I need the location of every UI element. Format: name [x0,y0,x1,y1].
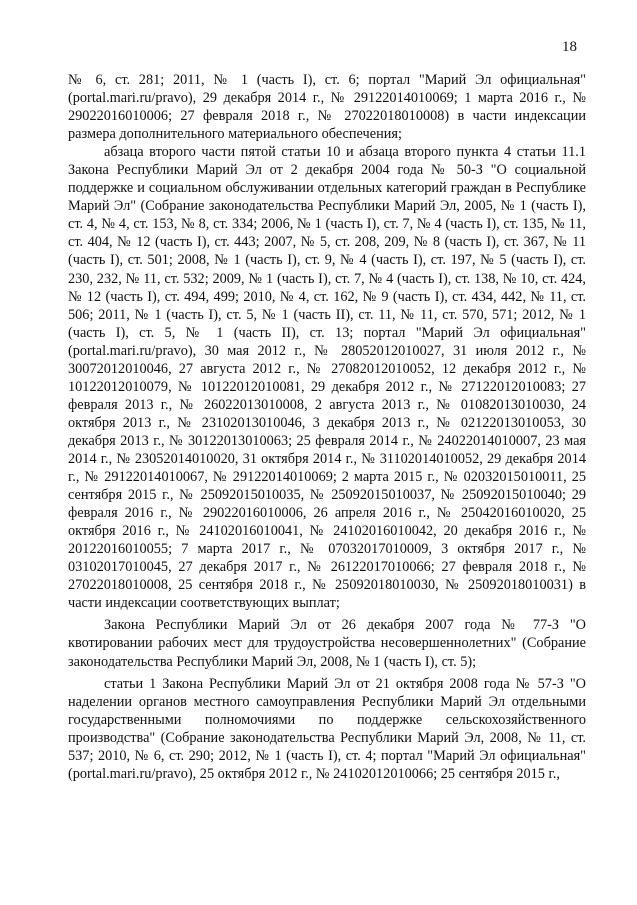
paragraph-law-77-z: Закона Республики Марий Эл от 26 декабря 2007 года № 77-З "О квотировании рабочих мест для трудоустройства несовершеннолетних" (Собрание законодательства Республики Марий Эл, 2008, № 1 (часть I), ст. 5); [68,617,586,670]
paragraph-law-57-z: статьи 1 Закона Республики Марий Эл от 21 октября 2008 года № 57-З "О наделении органов местного самоуправления Республики Марий Эл отдельными государственными полномочиями по поддержке сельскохозяйственного производства" (Собрание законодательства Республики Марий Эл, 2008, № 11, ст. 537; 2010, № 6, ст. 290; 2012, № 1 (часть I), ст. 4; портал "Марий Эл официальная" (portal.mari.ru/pravo), 25 октября 2012 г., № 24102012010066; 25 сентября 2015 г., [68,675,586,782]
document-body [68,71,586,783]
paragraph-continuation: № 6, ст. 281; 2011, № 1 (часть I), ст. 6; портал "Марий Эл официальная" (portal.mari.ru/pravo), 29 декабря 2014 г., № 29122014010069; 1 марта 2016 г., № 29022016010006; 27 февраля 2018 г., № 27022018010008) в части индексации размера дополнительного материального обеспечения; [68,72,586,143]
paragraph-law-50-z: абзаца второго части пятой статьи 10 и абзаца второго пункта 4 статьи 11.1 Закона Республики Марий Эл от 2 декабря 2004 года № 50-З "О социальной поддержке и социальном обслуживании отдельных категорий граждан в Республике Марий Эл" (Собрание законодательства Республики Марий Эл, 2005, № 1 (часть I), ст. 4, № 4, ст. 153, № 8, ст. 334; 2006, № 1 (часть I), ст. 7, № 4 (часть I), ст. 135, № 11, ст. 404, № 12 (часть I), ст. 443; 2007, № 5, ст. 208, 209, № 8 (часть I), ст. 367, № 11 (часть I), ст. 501; 2008, № 1 (часть I), ст. 9, № 4 (часть I), ст. 197, № 5 (часть I), ст. 230, 232, № 11, ст. 532; 2009, № 1 (часть I), ст. 7, № 4 (часть I), ст. 138, № 10, ст. 424, № 12 (часть I), ст. 494, 499; 2010, № 4, ст. 162, № 9 (часть I), ст. 434, 442, № 11, ст. 506; 2011, № 1 (часть I), ст. 5, № 1 (часть II), ст. 11, № 11, ст. 570, 571; 2012, № 1 (часть I), ст. 5, № 1 (часть II), ст. 13; портал "Марий Эл официальная" (portal.mari.ru/pravo), 30 мая 2012 г., № 28052012010027, 31 июля 2012 г., № 30072012010046, 27 августа 2012 г., № 27082012010052, 12 декабря 2012 г., № 10122012010079, № 10122012010081, 29 декабря 2012 г., № 27122012010083; 27 февраля 2013 г., № 26022013010008, 2 августа 2013 г., № 01082013010030, 24 октября 2013 г., № 23102013010046, 3 декабря 2013 г., № 02122013010053, 30 декабря 2013 г., № 30122013010063; 25 февраля 2014 г., № 24022014010007, 23 мая 2014 г., № 23052014010020, 31 октября 2014 г., № 31102014010052, 29 декабря 2014 г., № 29122014010067, № 29122014010069; 2 марта 2015 г., № 02032015010011, 25 сентября 2015 г., № 25092015010035, № 25092015010037, № 25092015010040; 29 февраля 2016 г., № 29022016010006, 26 апреля 2016 г., № 25042016010020, 25 октября 2016 г., № 24102016010041, № 24102016010042, 20 декабря 2016 г., № 20122016010055; 7 марта 2017 г., № 07032017010009, 3 октября 2017 г., № 03102017010045, 27 декабря 2017 г., № 26122017010066; 27 февраля 2018 г., № 27022018010008, 25 сентября 2018 г., № 25092018010030, № 25092018010031) в части индексации соответствующих выплат; [68,144,586,612]
page-number: 18 [562,39,577,55]
